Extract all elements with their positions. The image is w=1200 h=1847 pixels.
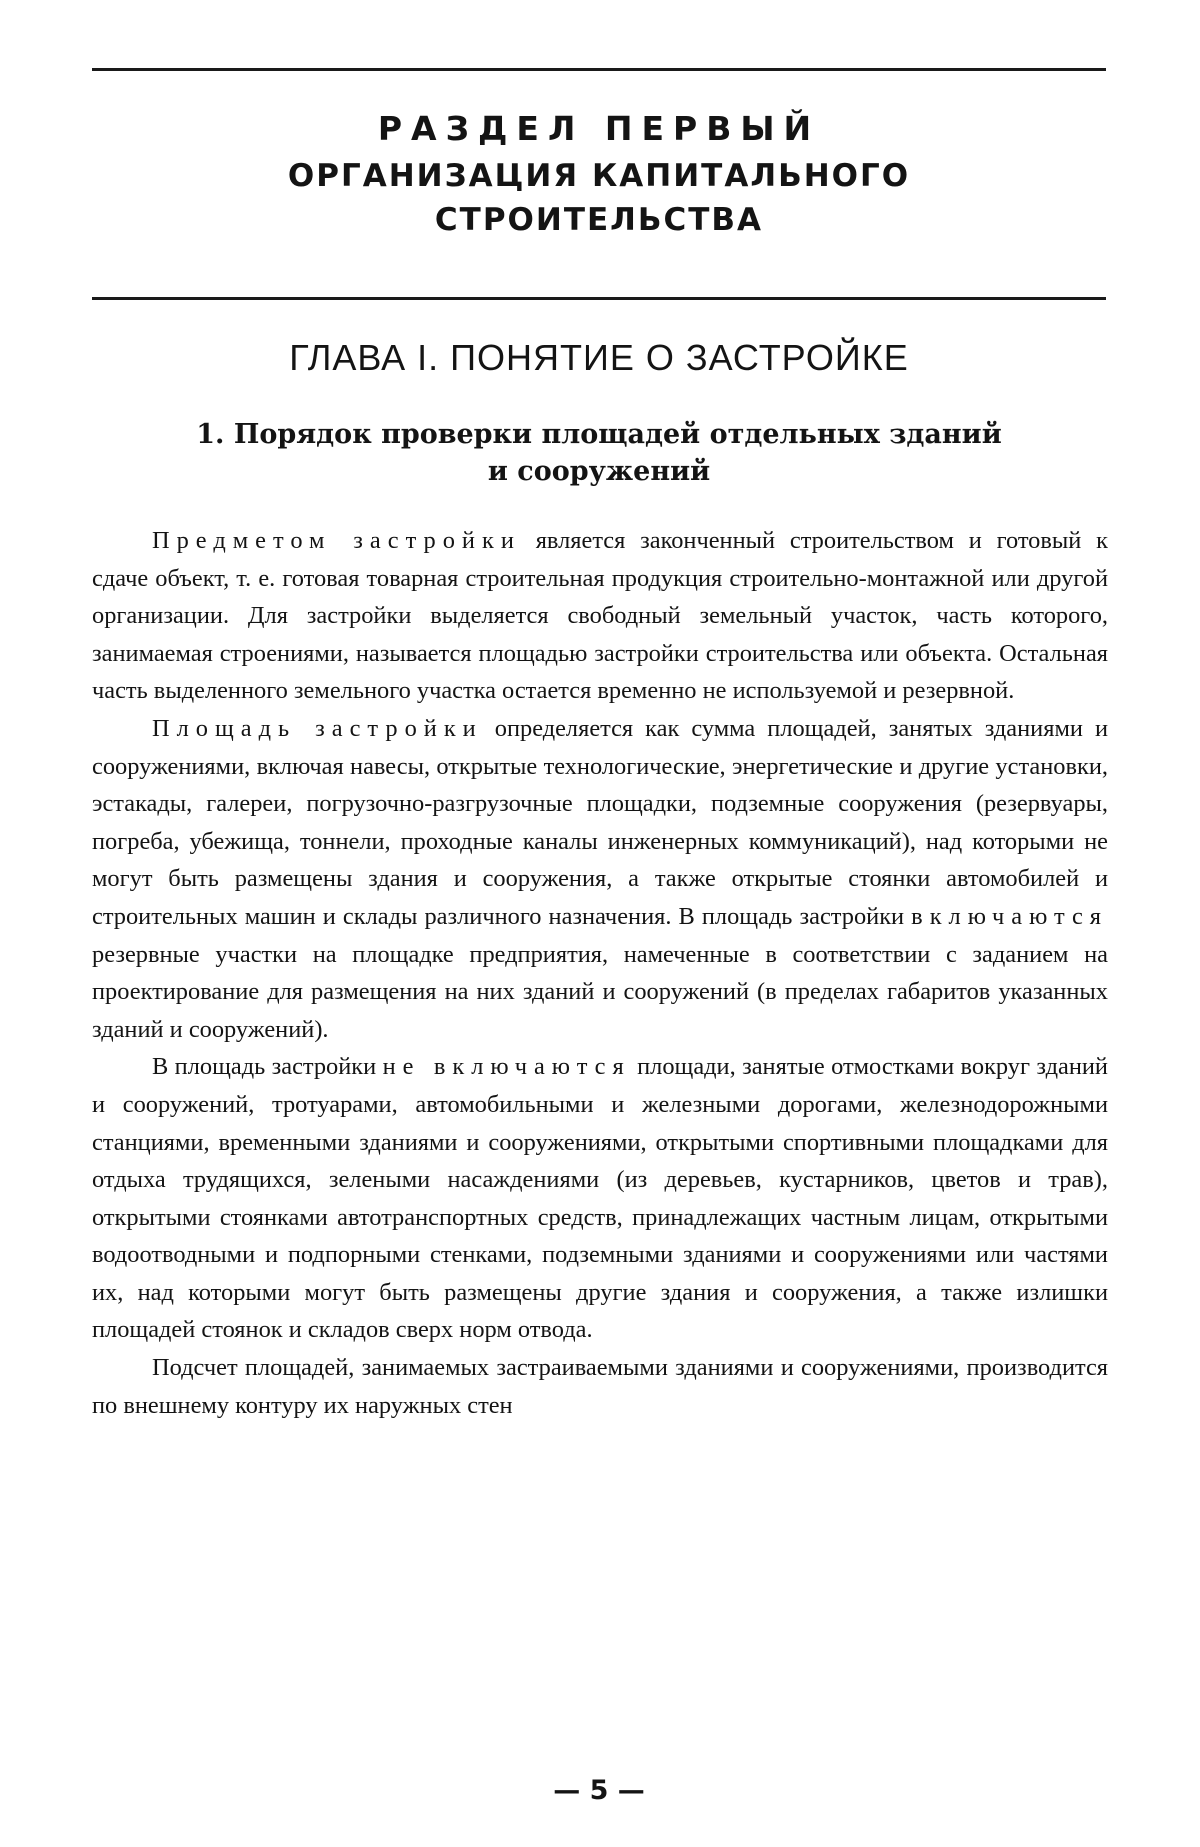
body-text [92, 522, 1108, 1424]
subsection-title-line-1: 1. Порядок проверки площадей отдельных зданий [196, 419, 1002, 450]
section-header [92, 108, 1106, 242]
section-title: ОРГАНИЗАЦИЯ КАПИТАЛЬНОГО СТРОИТЕЛЬСТВА [287, 158, 911, 238]
bottom-rule [92, 297, 1106, 300]
subsection-title-line-2: и сооружений [487, 456, 711, 487]
paragraph-4 [92, 1349, 1108, 1424]
paragraph-1 [92, 522, 1108, 710]
paragraph-2-text-a: определяется как сумма площадей, занятых зданиями и сооружениями, включая навесы, открытые технологические, энергетические и другие установки, эстакады, галереи, погрузочно-разгрузочные площадки, подземные сооружения (резервуары, погреба, убежища, тоннели, проходные каналы инженерных коммуникаций), над которыми не могут быть размещены здания и сооружения, а также открытые стоянки автомобилей и строительных машин и склады различного назначения. В площадь застройки [92, 714, 1109, 930]
paragraph-2 [92, 710, 1108, 1048]
emphasis-not-included: не включаются [382, 1053, 631, 1081]
top-rule [92, 68, 1106, 71]
paragraph-2-text-b: резервные участки на площадке предприятия, намеченные в соответствии с заданием на проектирование для размещения на них зданий и сооружений (в пределах габаритов указанных зданий и сооружений). [92, 940, 1108, 1043]
section-label: РАЗДЕЛ ПЕРВЫЙ [377, 109, 821, 148]
paragraph-3-text-b: площади, занятые отмостками вокруг зданий и сооружений, тротуарами, автомобильными и железными дорогами, железнодорожными станциями, временными зданиями и сооружениями, открытыми спортивными площадками для отдыха трудящихся, зелеными насаждениями (из деревьев, кустарников, цветов и трав), открытыми стоянками автотранспортных средств, принадлежащих частным лицам, открытыми водоотводными и подпорными стенками, подземными зданиями и сооружениями или частями их, над которыми могут быть размещены другие здания и сооружения, а также излишки площадей стоянок и складов сверх норм отвода. [92, 1053, 1108, 1344]
paragraph-4-text: Подсчет площадей, занимаемых застраиваемыми зданиями и сооружениями, производится по внешнему контуру их наружных стен [92, 1354, 1108, 1419]
paragraph-1-text: является законченный строительством и готовый к сдаче объект, т. е. готовая товарная строительная продукция строительно-монтажной или другой организации. Для застройки выделяется свободный земельный участок, часть которого, занимаемая строениями, называется площадью застройки строительства или объекта. Остальная часть выделенного земельного участка остается временно не используемой и резервной. [92, 527, 1108, 705]
paragraph-3 [92, 1048, 1108, 1349]
emphasis-included: включаются [911, 902, 1108, 930]
term-construction-area: Площадь застройки [152, 714, 483, 742]
page-number: — 5 — [553, 1775, 645, 1806]
paragraph-3-text-a: В площадь застройки [152, 1053, 383, 1081]
chapter-title: ГЛАВА I. ПОНЯТИЕ О ЗАСТРОЙКЕ [289, 337, 909, 378]
term-subject-of-construction: Предметом застройки [152, 527, 521, 554]
subsection-title [92, 416, 1106, 490]
